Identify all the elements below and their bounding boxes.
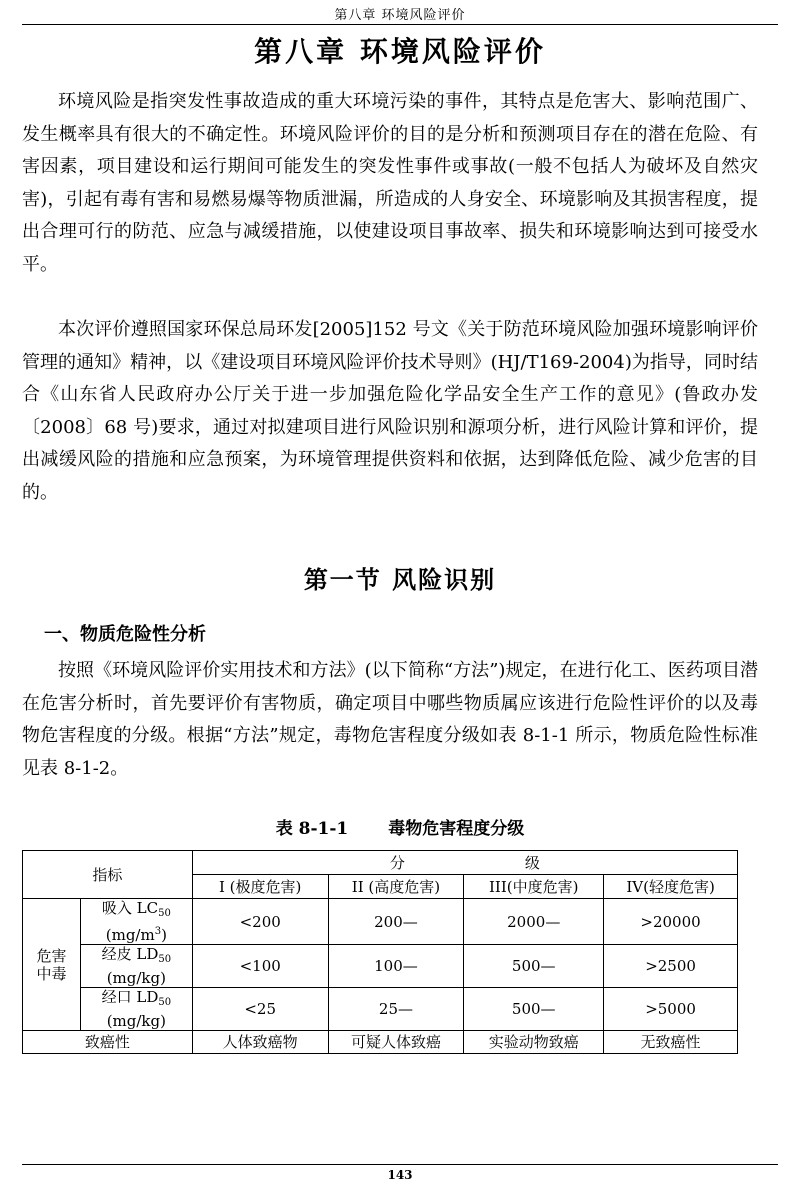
chapter-title: 第八章 环境风险评价 bbox=[254, 35, 546, 68]
table-caption-number: 表 8-1-1 bbox=[275, 819, 349, 839]
running-header: 第八章 环境风险评价 bbox=[334, 8, 466, 23]
row-inhalation-label bbox=[80, 899, 192, 945]
subsection-title: 一、物质危险性分析 bbox=[44, 624, 206, 645]
table-cell: >5000 bbox=[604, 988, 738, 1031]
table-cell: 200— bbox=[328, 899, 464, 945]
table-caption bbox=[0, 814, 800, 839]
group-label-line1: 危害 bbox=[36, 946, 67, 965]
header-indicator: 指标 bbox=[23, 851, 193, 899]
level-2: II (高度危害) bbox=[328, 875, 464, 899]
header-grade bbox=[192, 851, 737, 875]
table-cell: <200 bbox=[192, 899, 328, 945]
table-cell: 25— bbox=[328, 988, 464, 1031]
row-unit: (mg/m bbox=[105, 926, 155, 944]
basis-paragraph: 本次评价遵照国家环保总局环发[2005]152 号文《关于防范环境风险加强环境影响评价管理的通知》精神，以《建设项目环境风险评价技术导则》(HJ/T169-2004)为指导，同时结合《山东省人民政府办公厅关于进一步加强危险化学品安全生产工作的意见》(鲁政办发〔2008〕68 号)要求，通过对拟建项目进行风险识别和源项分析，进行风险计算和评价，提出减缓风险的措施和应急预案，为环境管理提供资料和依据，达到降低危险、减少危害的目的。 bbox=[22, 319, 758, 503]
row-unit-end: ) bbox=[161, 926, 167, 944]
table-cell: 无致癌性 bbox=[604, 1031, 738, 1054]
table-cell: >2500 bbox=[604, 945, 738, 988]
table-caption-title: 毒物危害程度分级 bbox=[388, 819, 525, 839]
group-label bbox=[23, 899, 81, 1031]
table-cell: <100 bbox=[192, 945, 328, 988]
header-rule bbox=[22, 24, 778, 25]
level-4: IV(轻度危害) bbox=[604, 875, 738, 899]
header-grade-part2: 级 bbox=[524, 853, 540, 872]
intro-paragraph: 环境风险是指突发性事故造成的重大环境污染的事件，其特点是危害大、影响范围广、发生概率具有很大的不确定性。环境风险评价的目的是分析和预测项目存在的潜在危险、有害因素，项目建设和运行期间可能发生的突发性事件或事故(一般不包括人为破坏及自然灾害)，引起有毒有害和易燃易爆等物质泄漏，所造成的人身安全、环境影响及其损害程度，提出合理可行的防范、应急与减缓措施，以使建设项目事故率、损失和环境影响达到可接受水平。 bbox=[22, 91, 758, 275]
table-cell: 人体致癌物 bbox=[192, 1031, 328, 1054]
header-grade-part1: 分 bbox=[389, 853, 405, 872]
group-label-line2: 中毒 bbox=[36, 964, 67, 983]
level-3: III(中度危害) bbox=[464, 875, 604, 899]
table-cell: 500— bbox=[464, 988, 604, 1031]
row-label-text: 经口 LD bbox=[101, 988, 159, 1006]
row-unit: (mg/kg) bbox=[106, 1012, 166, 1030]
method-paragraph: 按照《环境风险评价实用技术和方法》(以下简称“方法”)规定，在进行化工、医药项目潜在危害分析时，首先要评价有害物质，确定项目中哪些物质属应该进行危险性评价的以及毒物危害程度的分级。根据“方法”规定，毒物危害程度分级如表 8-1-1 所示，物质危险性标准见表 8-1-2。 bbox=[22, 660, 758, 779]
row-label-text: 经皮 LD bbox=[101, 945, 159, 963]
row-oral-label bbox=[80, 988, 192, 1031]
row-label-sub: 50 bbox=[158, 954, 172, 965]
row-dermal-label bbox=[80, 945, 192, 988]
table-cell: 可疑人体致癌 bbox=[328, 1031, 464, 1054]
toxicity-table bbox=[22, 850, 738, 1054]
table-cell: 实验动物致癌 bbox=[464, 1031, 604, 1054]
row-unit: (mg/kg) bbox=[106, 969, 166, 987]
row-label-text: 吸入 LC bbox=[101, 899, 159, 917]
table-cell: <25 bbox=[192, 988, 328, 1031]
row-label-sub: 50 bbox=[158, 997, 172, 1008]
table-cell: 500— bbox=[464, 945, 604, 988]
level-1: I (极度危害) bbox=[192, 875, 328, 899]
page-number: 143 bbox=[387, 1168, 413, 1182]
table-cell: 2000— bbox=[464, 899, 604, 945]
row-unit-sup: 3 bbox=[154, 926, 162, 937]
table-cell: >20000 bbox=[604, 899, 738, 945]
row-label-sub: 50 bbox=[158, 908, 171, 919]
footer-rule bbox=[22, 1164, 778, 1165]
section-title: 第一节 风险识别 bbox=[303, 566, 497, 594]
table-cell: 100— bbox=[328, 945, 464, 988]
carcinogen-label: 致癌性 bbox=[23, 1031, 193, 1054]
